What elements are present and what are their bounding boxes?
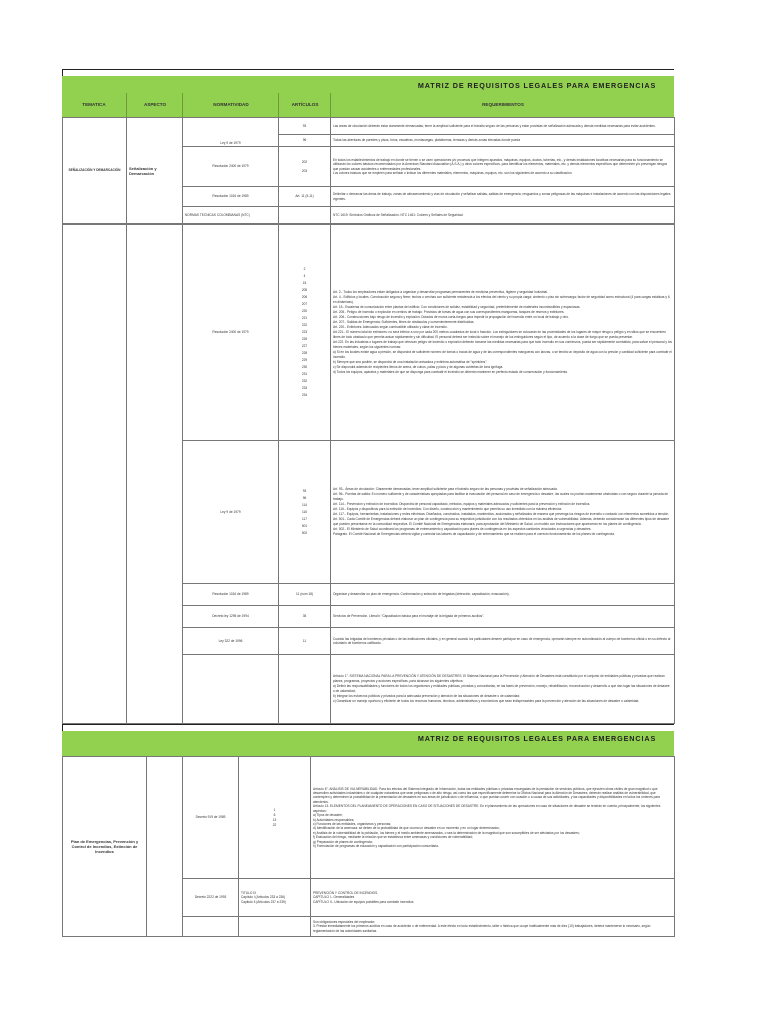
norma-cell: NORMAS TECNICAS COLOMBIANAS (NTC)	[183, 207, 279, 224]
articulo-cell	[279, 655, 331, 724]
norma-cell: Resolución 1016 de 1989	[183, 584, 279, 606]
requerimiento-cell: Delimitar o demarcar las áreas de trabajo, zonas de almacenamiento y vías de circulación y señalizar salidas, salidas de emergencia, resguardos y zonas peligrosas de las máquinas e instalaciones de acuerdo con las disposiciones legales vigentes.	[331, 187, 675, 207]
articulo-cell: 11 (num 18)	[279, 584, 331, 606]
requerimiento-cell: PREVENCIÓN Y CONTROL DE INCENDIOS. CAPÍTULO I.- Generalidades CAPÍTULO II.- Ubicación de equipos portátiles para combatir incendios	[311, 879, 675, 917]
articulo-cell: TITULO IX Capítulo I (Artículos 233 a 236) Capitulo II (Artículos 237 a 239)	[239, 879, 311, 917]
requerimiento-cell: Cuando las brigadas de bomberos privadas o de las instituciones oficiales, y en general cuando los particulares deseen participar en caso de emergencia, operarán siempre en subordinación al cuerpo de bomberos oficial o en su defecto al voluntario de bomberos calificado.	[331, 628, 675, 655]
col-requerimientos: REQUERIMIENTOS	[330, 93, 675, 117]
requerimiento-cell: Todas las aberturas de paredes y pisos, foros, escaleras, montacargas, plataformas, terrazas y demás zonas elevadas donde pueda	[331, 135, 675, 147]
requerimiento-cell: Las áreas de circulación deberán estar claramente demarcadas, tener la amplitud suficiente para el tránsito seguro de las personas y estar provistas de señalización adecuada y demás medidas necesarias para evitar accidentes.	[331, 118, 675, 135]
aspecto-cell	[147, 757, 183, 937]
articulo-cell: 35	[279, 606, 331, 628]
section1-table	[62, 117, 675, 224]
articulo-cell: Art. 11 (5-11)	[279, 187, 331, 207]
articulo-cell: 11	[279, 628, 331, 655]
sheet-top-border	[62, 69, 674, 70]
articulo-cell: 93	[279, 118, 331, 135]
tematica-cell: Plan de Emergencias, Prevención y Control de Incendios, Extinción de Incendios	[63, 757, 147, 937]
sheet-separator	[62, 724, 674, 725]
norma-cell	[183, 917, 239, 937]
col-tematica: TEMATICA	[82, 102, 106, 107]
norma-cell: Decreto 2222 de 1993	[183, 879, 239, 917]
norma-cell	[183, 655, 279, 724]
col-normatividad: NORMATIVIDAD	[182, 93, 279, 117]
tematica-cell: SEÑALIZACIÓN Y DEMARCACIÓN	[63, 118, 127, 224]
articulo-cell: 2 4 15 205 206 207 220 221 222 223 226 227 228 229 230 231 232 233 234	[279, 225, 331, 441]
norma-cell: Ley 9 de 1979	[183, 441, 279, 584]
articulo-cell: 202 203	[279, 147, 331, 187]
norma-cell: Decreto ley 1295 de 1994	[183, 606, 279, 628]
articulo-cell: 93 96 114 116 117 501 502	[279, 441, 331, 584]
column-header-row	[62, 93, 674, 117]
aspecto-cell	[127, 225, 183, 724]
articulo-cell	[279, 207, 331, 224]
aspecto-cell: Señalización y Demarcación	[127, 118, 183, 224]
requerimiento-cell: En todos los establecimientos de trabajo en donde se tienen o se usen operaciones y/o procesos que integren aparatos, máquinas, equipos, ductos, tuberías, etc., y demás instalaciones locativas necesarias para su funcionamiento se utilizarán los colores básicos recomendados por la American Standard Association (A.S.A.) y otros colores específicos, para identificar los elementos, materiales, etc. y demás elementos específicos que determinen y/o prevengan riesgos que puedan causar accidentes o enfermedades profesionales. Los colores básicos que se empleen para señalar o indicar los diferentes materiales, elementos, máquinas, equipos, etc. son los siguientes de acuerdo a su clasificación.	[331, 147, 675, 187]
requerimiento-cell: NTC 1619: Símbolos Gráficos de Señalización. NTC 1461: Colores y Señales de Seguridad.	[331, 207, 675, 224]
requerimiento-cell: Organizar y desarrollar un plan de emergencia. Conformación y selección de brigadas (detección, capacitación, evacuación).	[331, 584, 675, 606]
banner-title: MATRIZ DE REQUISITOS LEGALES PARA EMERGENCIAS	[417, 734, 657, 743]
col-articulos: ARTÍCULOS	[278, 93, 331, 117]
articulo-cell: 1 6 13 22	[239, 757, 311, 879]
articulo-cell	[239, 917, 311, 937]
section2-table	[62, 224, 675, 724]
requerimiento-cell: Artículo 6°. ANÁLISIS DE VULNERABILIDAD. Para los efectos del Sistema Integrado de Información, todas las entidades públicas o privadas encargadas de la prestación de servicios públicos, que ejecuten obras civiles de gran magnitud o que desarrollen actividades industriales o de cualquier naturaleza que sean peligrosas o de alto riesgo, así como las que específicamente determine la Oficina Nacional para la Atención de Desastres, deberán realizar análisis de vulnerabilidad, que contemplen y determinen la probabilidad de la presentación de desastres en sus áreas de jurisdicción o de influencia, o que puedan ocurrir con ocasión o a causa de sus actividades, y las capacidades y disponibilidades en todos los órdenes para atenderlos. Artículo 13. ELEMENTOS DEL PLANEAMIENTO DE OPERACIONES EN CASO DE SITUACIONES DE DESASTRE. En el planeamiento de las operaciones en caso de situaciones de desastre se tendrán en cuenta, principalmente, los siguientes aspectos: a) Tipos de desastre; b) Autoridades responsables; c) Funciones de las entidades, organismos y personas; d) Identificación de la amenaza: se deben de la probabilidad de que ocurra un desastre en un momento y en un lugar determinados; e) Análisis de la vulnerabilidad de la población, los bienes y el medio ambiente amenazados, o sea la determinación de la magnitud que son susceptibles de ser afectados por los desastres; f) Evaluación del riesgo, mediante la relación que se establezca entre amenazas y condiciones de vulnerabilidad; g) Preparación de planes de contingencia; h) Formulación de programas de educación y capacitación con participación comunitaria.	[311, 757, 675, 879]
matrix-banner-2	[62, 731, 674, 756]
table-row	[63, 225, 675, 441]
requerimiento-cell: Artículo 1°. SISTEMA NACIONAL PARA LA PREVENCIÓN Y ATENCIÓN DE DESASTRES. El Sistema Nacional para la Prevención y Atención de Desastres está constituido por el conjunto de entidades públicas y privadas que realizan planes, programas, proyectos y acciones específicas, para alcanzar los siguientes objetivos: a) Definir las responsabilidades y funciones de todos los organismos y entidades públicas, privadas y comunitarias, en las fases de prevención, manejo, rehabilitación, reconstrucción y desarrollo a que dan lugar las situaciones de desastre o de calamidad; b) Integrar los esfuerzos públicos y privados para la adecuada prevención y atención de las situaciones de desastre o de calamidad; c) Garantizar un manejo oportuno y eficiente de todos los recursos humanos, técnicos, administrativos y económicos que sean indispensables para la prevención y atención de las situaciones de desastre o calamidad.	[331, 655, 675, 724]
norma-cell: Resolución 2400 de 1979	[183, 147, 279, 187]
table-row	[63, 118, 675, 135]
requerimiento-cell: Art. 93.- Áreas de circulación: Claramente demarcadas, tener amplitud suficiente para el tránsito seguro de las personas y provistas de señalización adecuada. Art. 96.- Puertas de salida: En número suficiente y de características apropiadas para facilitar la evacuación del personal en caso de emergencia o desastre, las cuales no podrán mantenerse obstruidas o con seguro durante la jornada de trabajo. Art. 114.- Prevención y extinción de incendios: Dispondrá de personal capacitado, métodos, equipos y materiales adecuados y suficientes para la prevención y extinción de incendios. Art. 116.- Equipos y dispositivos para la extinción de incendios: Con diseño, construcción y mantenimiento que permita su uso inmediato con la máxima eficiencia. Art. 117.- Equipos, herramientas, instalaciones y redes eléctricas: Diseñados, construidos, instalados, mantenidos, accionados y señalizados de manera que prevenga los riesgos de incendio o contacto con elementos sometidos a tensión. Art. 501.- Cada Comité de Emergencias deberá elaborar un plan de contingencia para su respectiva jurisdicción con los resultados obtenidos en los análisis de vulnerabilidad. Además, deberán considerarse los diferentes tipos de desastre que pueden presentarse en la comunidad respectiva. El Comité Nacional de Emergencias elaborará, para aprobación del Ministerio de Salud, un modelo con instrucciones que aparecerán en los planes de contingencia. Art. 502.- El Ministerio de Salud coordinará los programas de entrenamiento y capacitación para planes de contingencia en los aspectos sanitarios vinculados a urgencias y desastres. Parágrafo. El Comité Nacional de Emergencias deberá vigilar y controlar las labores de capacitación y de entrenamiento que se realicen para el correcto funcionamiento de los planes de contingencia.	[331, 441, 675, 584]
table-row	[63, 757, 675, 879]
norma-cell: Decreto 919 de 1989	[183, 757, 239, 879]
tematica-cell	[63, 225, 127, 724]
norma-cell: Ley 9 de 1979	[183, 118, 279, 147]
banner-title: MATRIZ DE REQUISITOS LEGALES PARA EMERGENCIAS	[417, 81, 657, 90]
requerimiento-cell: Art. 2.- Todos los empleadores están obligados a organizar y desarrollar programas permanentes de medicina preventiva, higiene y seguridad industrial. Art. 4.- Edificios y locales. Construcción segura y firme; techos o cerchas con suficiente resistencia a los efectos del viento y su propia carga; cimiento o piso sin sobrecarga; factor de seguridad acero estructural (4 para cargas estáticas y 6 en dinámicas). Art. 15.- Escaleras de comunicación entre plantas del edificio: Con condiciones de solidez, estabilidad y seguridad, preferiblemente de materiales incombustibles y espaciosas. Art. 205.- Peligro de incendio o explosión en centros de trabajo: Provistos de tomas de agua con sus correspondientes mangueras, tanques de reserva y extintores. Art. 206.- Construcciones bajo riesgo de incendio y explosión: Dotados de muros corta-fuegos para impedir la propagación del incendio entre un local de trabajo y otro. Art. 207.- Salidas de Emergencia: Suficientes, libres de obstáculos y convenientemente distribuidas. Art. 220.- Extintores: Adecuados según combustible utilizado y clase de incendio. Art.221.- El número total de extintores: no será inferior a uno por cada 200 metros cuadrados de local o fracción. Los extinguidores se colocarán en las proximidades de los lugares de mayor riesgo o peligro y en sitios que se encuentren libres de todo obstáculo que permita actuar rápidamente y sin dificultad. El personal deberá ser instruido sobre el manejo de los extinguidores según el tipo, de acuerdo a la clase de fuego que se pueda presentar. Art.222. En las industrias o lugares de trabajo que ofrezcan peligro de incendio o explosión deberán tomarse las medidas necesarias para que todo incendio en sus comienzos, pueda ser rápidamente combatido, para salvar el personal y los bienes materiales, según los siguientes normas: a) Si en los locales existe agua a presión, se dispondrá de suficiente número de tomas o bocas de agua y de las correspondientes mangueras con lanzas, o se tendrá un depósito de agua con la presión y cantidad suficiente para combatir el incendio. b) Siempre que sea posible, se dispondrá de una instalación avisadora y extintora automática de "sprinklers". c) Se dispondrá además de recipientes llenos de arena, de cubos, palas y picos y de algunas cubiertas de lona ignífuga. d) Todos los equipos, aparatos y materiales de que se disponga para combatir el incendio se deberán mantener en perfecto estado de conservación y funcionamiento.	[331, 225, 675, 441]
requerimiento-cell: Son obligaciones especiales del empleador: 3. Prestar inmediatamente los primeros auxilios en caso de accidente o de enfermedad. A este efecto en todo establecimiento, taller o fábrica que ocupe habitualmente más de diez (10) trabajadores, deberá mantenerse lo necesario, según reglamentación de las autoridades sanitarias.	[311, 917, 675, 937]
col-aspecto: ASPECTO	[126, 93, 183, 117]
norma-cell: Resolución 1016 de 1989	[183, 187, 279, 207]
articulo-cell: 96	[279, 135, 331, 147]
section3-table	[62, 756, 675, 937]
matrix-banner	[62, 76, 674, 93]
norma-cell: Ley 322 de 1996	[183, 628, 279, 655]
requerimiento-cell: Servicios de Prevención. Literal b "Capacitación básica para el montaje de la brigada de primeros auxilios".	[331, 606, 675, 628]
norma-cell: Resolución 2400 de 1979	[183, 225, 279, 441]
